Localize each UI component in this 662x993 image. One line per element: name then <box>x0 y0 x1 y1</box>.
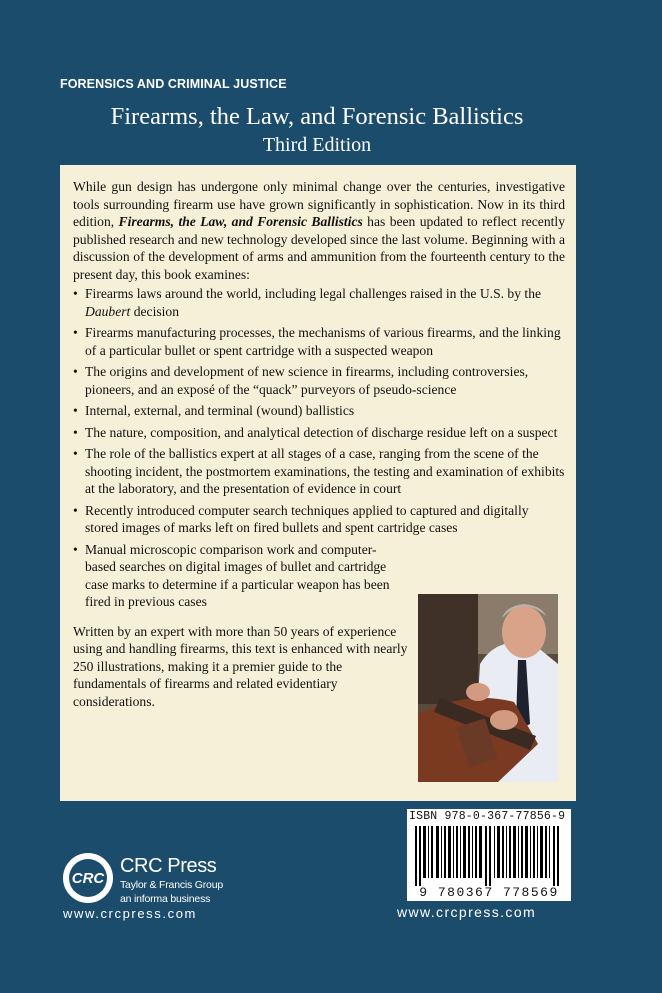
list-item <box>73 363 565 398</box>
bullet-icon: • <box>73 364 78 379</box>
isbn-label: ISBN 978-0-367-77856-9 <box>409 810 566 823</box>
crc-logo-icon <box>62 852 114 904</box>
bullet-icon: • <box>73 424 78 440</box>
topics-list <box>73 285 565 611</box>
closing-paragraph: Written by an expert with more than 50 years of experience using and handling firearms, this text is enhanced with nearly 250 illustrations, making it a premier guide to the fundamentals of firearms and related evidentiary considerations. <box>73 623 408 709</box>
list-item-text: Firearms laws around the world, including legal challenges raised in the U.S. by the <box>85 286 542 301</box>
description-panel <box>60 165 576 801</box>
list-item-italic: Daubert <box>85 303 131 319</box>
bullet-icon: • <box>73 403 78 418</box>
publisher-business: an informa business <box>120 893 211 905</box>
intro-book-title: Firearms, the Law, and Forensic Ballistics <box>118 214 363 229</box>
bullet-icon: • <box>73 446 78 461</box>
list-item <box>73 285 565 320</box>
bullet-icon: • <box>73 541 78 557</box>
author-photo-illustration <box>418 594 558 782</box>
list-item <box>73 424 565 442</box>
list-item-text: Firearms manufacturing processes, the mechanisms of various firearms, and the linking of a particular bullet or spent cartridge with a suspected weapon <box>85 325 561 358</box>
website-right: www.crcpress.com <box>397 904 537 920</box>
series-label: FORENSICS AND CRIMINAL JUSTICE <box>60 77 287 91</box>
isbn-number: 9 780367 778569 <box>419 885 559 900</box>
list-item-text: The role of the ballistics expert at all stages of a case, ranging from the scene of the shooting incident, the postmortem examinations, the testing and examination of exhibits at the laboratory, and the presentation of evidence in court <box>85 446 565 496</box>
list-item-text: decision <box>130 303 180 319</box>
publisher-name: CRC Press <box>120 855 217 877</box>
list-item <box>73 541 403 611</box>
list-item-text: Recently introduced computer search techniques applied to captured and digitally stored images of marks left on fired bullets and spent cartridge cases <box>85 502 529 535</box>
list-item-text: The origins and development of new science in firearms, including controversies, pioneers, and an exposé of the “quack” purveyors of pseudo-science <box>85 364 529 397</box>
list-item <box>73 445 565 498</box>
website-left: www.crcpress.com <box>63 906 197 921</box>
list-item <box>73 324 565 359</box>
list-item-text: The nature, composition, and analytical detection of discharge residue left on a suspect <box>85 424 558 440</box>
bullet-icon: • <box>73 325 78 340</box>
bullet-icon: • <box>73 286 78 301</box>
author-photo <box>418 594 558 782</box>
intro-text-1: While gun design has undergone only minimal change over the centuries, investigative tools surrounding firearm use have grown significantly in sophistication. Now in its third edition, <box>73 179 565 229</box>
barcode-block <box>407 809 571 901</box>
list-item <box>73 502 565 537</box>
crc-logo-text: CRC <box>71 870 105 887</box>
publisher-group: Taylor & Francis Group <box>120 879 223 891</box>
intro-paragraph <box>73 178 565 283</box>
bullet-icon: • <box>73 502 78 518</box>
barcode-bars <box>415 826 563 886</box>
edition-label: Third Edition <box>262 134 372 156</box>
list-item-text: Internal, external, and terminal (wound) ballistics <box>85 403 355 418</box>
intro-text-2: has been updated to reflect recently published research and new technology developed since the last volume. Beginning with a discussion of the development of arms and ammunition from the fourteenth century to the present day, this book examines: <box>73 214 565 282</box>
list-item <box>73 402 565 420</box>
book-title: Firearms, the Law, and Forensic Ballistics <box>110 103 524 130</box>
list-item-text: Manual microscopic comparison work and computer-based searches on digital images of bullet and cartridge case marks to determine if a particular weapon has been fired in previous cases <box>85 541 390 609</box>
